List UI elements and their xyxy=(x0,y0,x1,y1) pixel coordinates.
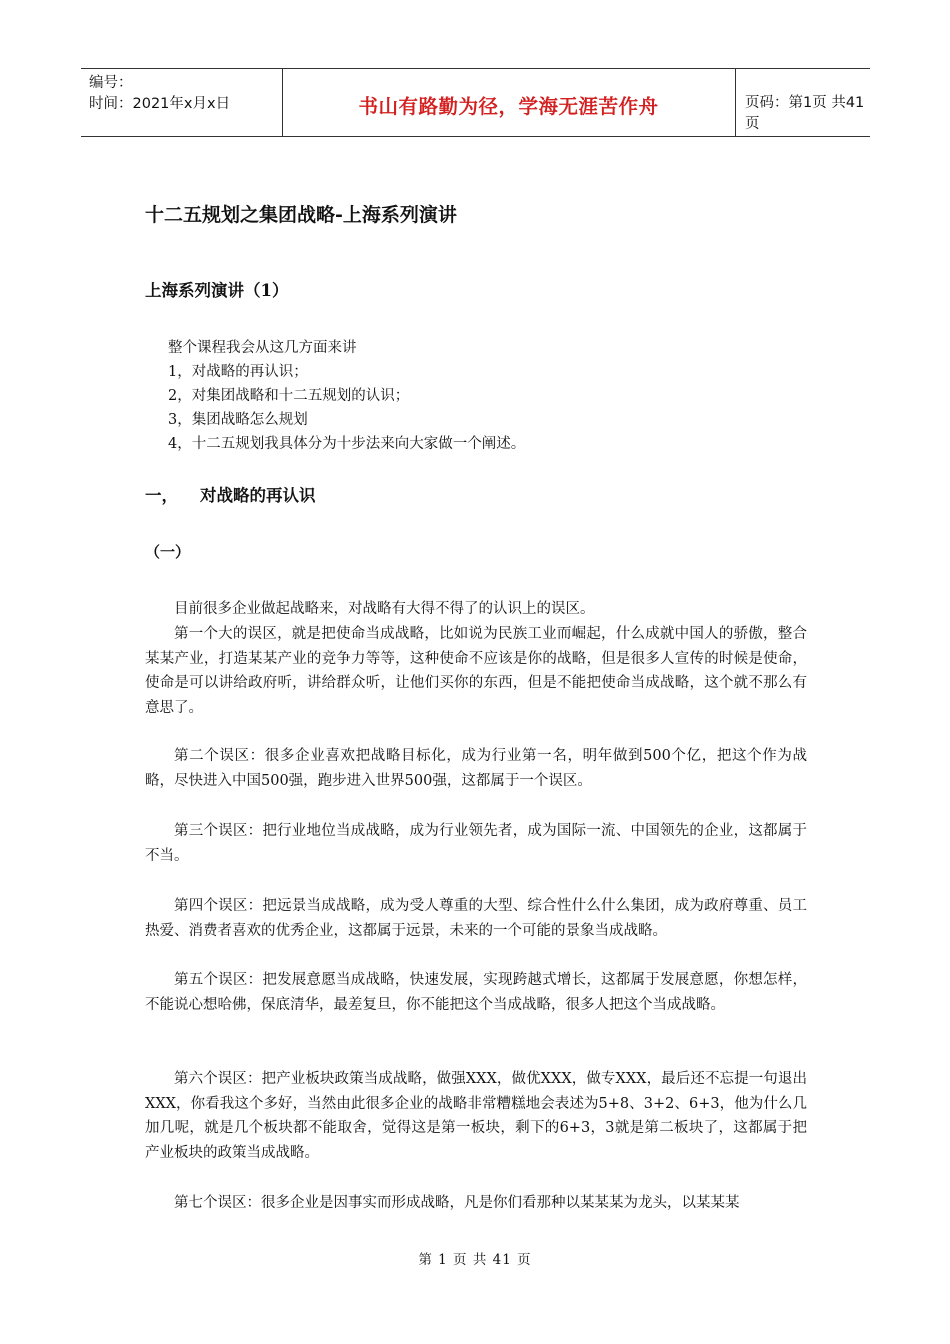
subsection-heading: （一） xyxy=(145,543,191,561)
intro-line: 1，对战略的再认识； xyxy=(168,364,308,380)
serial-label: 编号： xyxy=(89,75,133,91)
time-label: 时间：2021年x月x日 xyxy=(89,96,231,112)
header-page-cell xyxy=(737,69,870,136)
section-title: 对战略的再认识 xyxy=(200,486,316,505)
header-motto-cell xyxy=(282,69,736,136)
page-footer: 第 1 页 共 41 页 xyxy=(418,1252,532,1268)
section-heading xyxy=(145,482,316,506)
paragraph: 第二个误区：很多企业喜欢把战略目标化，成为行业第一名，明年做到500个亿，把这个作为战略，尽快进入中国500强，跑步进入世界500强，这都属于一个误区。 xyxy=(145,748,807,789)
paragraph: 目前很多企业做起战略来，对战略有大得不得了的认识上的误区。 xyxy=(174,601,595,617)
document-subtitle: 上海系列演讲（1） xyxy=(145,281,289,300)
header-table xyxy=(81,68,870,137)
document-title: 十二五规划之集团战略-上海系列演讲 xyxy=(145,204,457,226)
section-number: 一， xyxy=(145,486,178,505)
header-meta-cell xyxy=(81,69,283,136)
paragraph: 第五个误区：把发展意愿当成战略，快速发展，实现跨越式增长，这都属于发展意愿，你想怎样，不能说心想哈佛，保底清华，最差复旦，你不能把这个当成战略，很多人把这个当成战略。 xyxy=(145,972,807,1013)
paragraph: 第七个误区：很多企业是因事实而形成战略，凡是你们看那种以某某某为龙头，以某某某 xyxy=(174,1195,740,1211)
intro-list xyxy=(168,336,525,456)
header-meta xyxy=(89,73,230,115)
intro-line: 3，集团战略怎么规划 xyxy=(168,412,308,428)
intro-line: 整个课程我会从这几方面来讲 xyxy=(168,340,357,356)
paragraph: 第三个误区：把行业地位当成战略，成为行业领先者，成为国际一流、中国领先的企业，这都属于不当。 xyxy=(145,823,807,864)
intro-line: 2，对集团战略和十二五规划的认识； xyxy=(168,388,410,404)
paragraph: 第一个大的误区，就是把使命当成战略，比如说为民族工业而崛起，什么成就中国人的骄傲，整合某某产业，打造某某产业的竞争力等等，这种使命不应该是你的战略，但是很多人宣传的时候是使命，使命是可以讲给政府听，讲给群众听，让他们买你的东西，但是不能把使命当成战略，这个就不那么有意思了。 xyxy=(145,626,807,716)
paragraph: 第六个误区：把产业板块政策当成战略，做强XXX，做优XXX，做专XXX，最后还不忘提一句退出XXX，你看我这个多好，当然由此很多企业的战略非常糟糕地会表述为5+8、3+2、6+3，他为什么几加几呢，就是几个板块都不能取舍，觉得这是第一板块，剩下的6+3，3就是第二板块了，这都属于把产业板块的政策当成战略。 xyxy=(145,1071,807,1161)
intro-line: 4，十二五规划我具体分为十步法来向大家做一个阐述。 xyxy=(168,436,526,452)
header-motto: 书山有路勤为径，学海无涯苦作舟 xyxy=(358,95,659,118)
header-page-info: 页码：第1页 共41页 xyxy=(745,95,865,132)
paragraph: 第四个误区：把远景当成战略，成为受人尊重的大型、综合性什么什么集团，成为政府尊重、员工热爱、消费者喜欢的优秀企业，这都属于远景，未来的一个可能的景象当成战略。 xyxy=(145,898,807,939)
